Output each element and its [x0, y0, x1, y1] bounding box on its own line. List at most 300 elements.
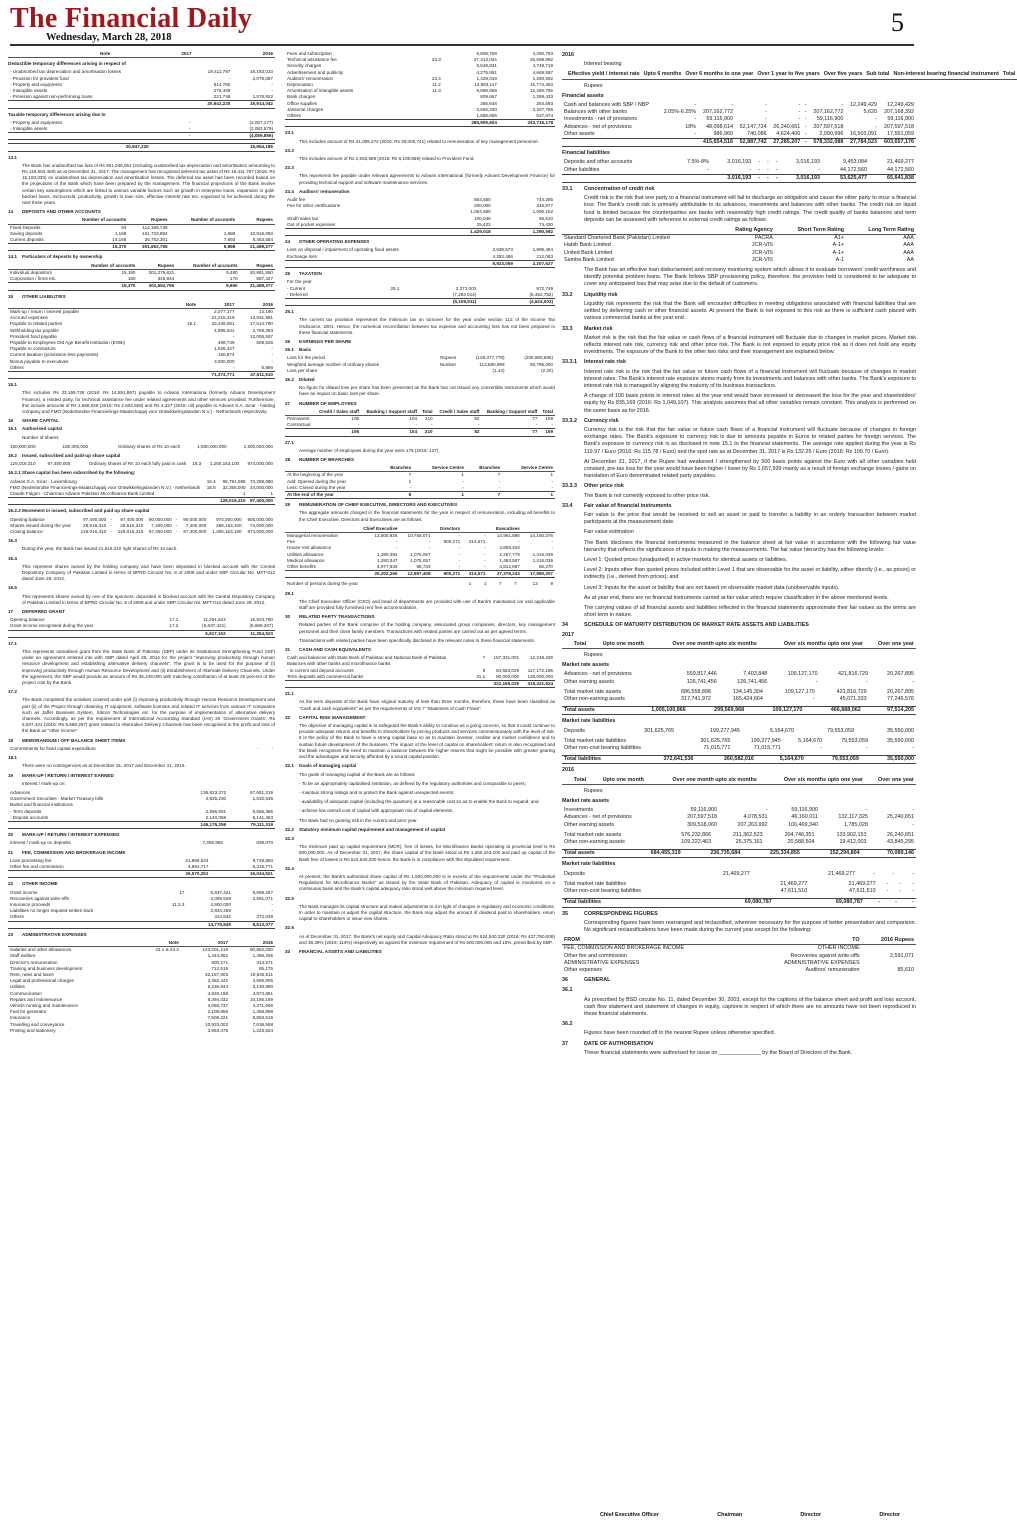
table-header-cell: FROM	[562, 937, 745, 945]
note-number: 16.3	[8, 538, 17, 544]
table-cell: Payable to related parties	[10, 321, 63, 327]
table-cell	[205, 491, 218, 498]
note-title-text: Statutory minimum capital requirement and management of capital	[299, 826, 446, 832]
table-unit: Rupees	[584, 652, 603, 659]
table-cell: -	[812, 696, 815, 703]
table-cell: Rent, rates and taxes	[10, 971, 54, 977]
table-unit: Rupees	[584, 787, 603, 794]
table-cell: 77	[481, 429, 539, 436]
table-cell: 12,280,755	[530, 88, 553, 94]
table-cell: 4,808,403	[499, 545, 520, 551]
table-cell: Depreciation	[287, 82, 313, 88]
note-number: 33.3	[562, 325, 573, 332]
table-cell: Staff welfare	[10, 953, 36, 959]
table-cell: Recoveries against write-offs	[10, 895, 69, 901]
table-cell: -	[551, 539, 553, 545]
table-cell: 65,641,838	[869, 174, 916, 182]
table-cell: 559,817,446	[686, 671, 717, 678]
table-total-row	[8, 144, 275, 151]
table-cell: 20,267,895	[887, 671, 914, 678]
table-cell: 317,741,972	[680, 696, 711, 703]
note-title-text: Diluted	[299, 376, 315, 382]
signature-block	[600, 1512, 900, 1518]
note-title-text: DEPOSITS AND OTHER ACCOUNTS	[22, 209, 101, 215]
financial-table	[562, 849, 916, 858]
table-cell: 4,371,606	[252, 1003, 273, 1008]
table-row	[562, 696, 916, 703]
table-cell: Insurance	[10, 1015, 31, 1021]
note-heading	[8, 689, 275, 695]
table-cell: 17	[179, 889, 185, 895]
table-cell: ADMINISTRATIVE EXPENSES	[564, 959, 640, 966]
table-cell: - Deposit accounts	[10, 814, 49, 820]
table-header-cell: Non-interest bearing financial instrument	[893, 71, 999, 78]
note-number: 25.1	[285, 309, 294, 315]
note-block	[8, 470, 275, 505]
table-cell: 4,749,719	[532, 63, 553, 69]
table-cell: 16.3	[192, 461, 202, 467]
table-header-cell: Total	[567, 641, 588, 649]
table-cell: For the year	[287, 279, 312, 285]
table-cell: 67,651,219	[250, 789, 273, 795]
table-cell	[135, 1028, 181, 1034]
note-heading	[8, 755, 275, 761]
table-cell: 59,116,900	[706, 116, 733, 123]
table-row	[562, 131, 916, 139]
note-paragraph: Currency risk is the risk that the fair value or future cash flows of a financial instrument will fluctuate because of changes in foreign exchange rates. The Bank's exposure to currency risk is due to amounts payable in Euros to related parties for foreign services. The Bank's exposure to currency risk is as disclosed in note 15.1 to the financial statements. The average rate applied during the year is Rs 119.97 / Euro (2016: Rs 115.78 / Euro) and the spot rate as at December 31, 2017 is Rs 132.25 / Euro (2016: Rs 109.70 / Euro).	[584, 426, 916, 455]
table-row	[8, 461, 275, 467]
note-block	[8, 556, 275, 583]
table-row	[562, 116, 916, 123]
note-heading	[8, 294, 275, 300]
financial-table	[8, 479, 275, 506]
table-cell: 161,733,894	[142, 230, 168, 236]
table-cell: 16.4	[206, 478, 216, 484]
table-cell: 90,000,000	[148, 516, 172, 522]
table-cell: Total market rate assets	[564, 688, 622, 695]
table-cell: 47,611,510	[849, 888, 876, 895]
table-cell: 3,016,193	[711, 174, 753, 182]
table-cell: 16,923,790	[250, 617, 273, 623]
table-cell: Other non-earning assets	[564, 696, 625, 703]
note-heading	[285, 347, 555, 353]
table-header-cell: Upto one month	[588, 641, 646, 649]
section-label: Deductible temporary differences arising in respect of	[8, 61, 126, 67]
table-cell: -	[551, 484, 553, 490]
table-cell: Fuel for generator	[10, 1009, 47, 1015]
table-cell: 207,597,518	[884, 123, 914, 130]
table-cell: 84,653,029	[496, 667, 520, 673]
table-cell: Auditors' remuneration	[287, 75, 334, 81]
table-total-row	[562, 899, 916, 907]
note-paragraph: This represents unrealised grant from the State Bank of Pakistan (SBP) under its Institutional Strengthening Fund (ISF) under an agreement entered into with SBP dated April 28, 2014 for the project "improving productivity through human resource development and establishing alternative delivery channels". The grant is to be used for the purpose of (i) improving productivity through Human Resource Development and (ii) Establishment of Alternate Delivery Channels. Under the agreement, the SBP would provide an amount of Rs 35,249,000 with matching contribution of at least 25 percent of the project cost by the Bank.	[22, 649, 275, 686]
table-cell: 109,127,170	[787, 671, 818, 678]
note-title-text: FEE, COMMISSION AND BROKERAGE INCOME	[22, 849, 126, 855]
note-paragraph: The Bank manages its capital structure and makes adjustments to it in light of changes in regulatory and economic conditions. In order to maintain or adjust the capital structure, the Bank may adjust the amount of dividend paid to shareholders, return capital to shareholders or issue new shares.	[299, 903, 555, 922]
table-cell: -	[749, 166, 752, 173]
table-cell: 603,657,176	[879, 139, 916, 147]
table-cell: 744,285	[536, 197, 553, 203]
table-cell: 170	[229, 276, 238, 282]
table-cell: 2,267,779	[499, 551, 520, 557]
note-paragraph: Credit risk is the risk that one party to a financial instrument will fail to discharge an obligation and cause the other party to incur a financial loss. The Bank's credit risk is primarily attributable to its advances, investments and balances with other banks. The credit risk on liquid fund is limited because the counterparties are banks with reasonably high credit ratings. The credit quality of banks balances and term deposits can be assessed with reference to external credit ratings as follows:	[584, 195, 916, 223]
note-heading	[8, 209, 275, 215]
financial-table	[8, 890, 275, 929]
table-header-cell: Total	[539, 409, 555, 416]
table-cell: (5,109,911)	[401, 298, 478, 305]
table-cell: 986,960	[713, 130, 733, 137]
note-paragraph: The Bank had no gearing risk in the current and prior year.	[299, 817, 418, 823]
table-row	[285, 113, 555, 120]
note-number: 33.3.3	[562, 483, 577, 490]
table-total-row	[562, 174, 916, 182]
table-cell: 93,795,000	[530, 361, 553, 367]
table-cell: Other liabilities	[564, 166, 600, 173]
note-number: 33.3.1	[562, 359, 577, 366]
note-number: 17	[8, 609, 14, 615]
table-cell: Rupees	[440, 355, 457, 361]
table-cell: 79,553,059	[841, 737, 869, 744]
table-cell: Technical assistance fee	[287, 57, 337, 63]
table-header-cell: Number of accounts	[61, 217, 129, 224]
table-cell: Training and business development	[10, 965, 83, 971]
table-cell: 47,611,510	[780, 888, 808, 895]
table-total-row	[285, 571, 555, 578]
table-row	[562, 235, 916, 243]
note-paragraph: The Bank has unabsorbed tax loss of Rs 661,046,061 (including unabsorbed tax depreciation and amortisation amounting to Rs 119,604,469) as at December 31, 2017. The management has recognised deferred tax asset of Rs 19,411,797 (2016: Rs 15,183,033) on unabsorbed tax depreciation and amortisation losses. The deferred tax asset has been recorded based on the projections of the Bank which have been prepared by the management. The financial projections of the Bank involve certain key assumptions which are linked to various variable factors such as growth in enterprise loans, expansion in gold-backed loans, microcredit, productivity, growth in loan size, effective interest rate etc. expected to be achieved during the next three years.	[22, 162, 275, 206]
note-number: 20	[8, 832, 14, 838]
table-cell: Others	[10, 914, 24, 920]
table-cell: -	[694, 116, 697, 123]
table-cell: -	[458, 551, 461, 557]
table-cell: 11.3	[432, 88, 441, 94]
table-cell	[8, 244, 61, 251]
table-cell: 71,015,771	[703, 745, 731, 752]
note-paragraph: The objective of managing capital is to safeguard the Bank's ability to continue as a going concern, so that it could continue to provide adequate returns and benefits to shareholders by pricing products and services commensurately with the level of risk. It is the policy of the Bank to have a strong capital base so as to maintain investor, creditor and market confidence and to sustain future development of the business. The impact of the level of capital on shareholders' return is also recognised and the Bank recognises the need to maintain a balance between the higher returns that might be possible with greater gearing and the advantages and security afforded by a sound capital position.	[299, 723, 555, 760]
table-cell: Other benefits	[287, 564, 316, 570]
table-cell: 1,358,898	[252, 1009, 273, 1015]
table-cell: 23.1 & 23.2	[155, 947, 179, 953]
note-title-text: CASH AND CASH EQUIVALENTS	[299, 647, 371, 653]
note-heading	[562, 326, 916, 333]
table-row	[8, 746, 275, 752]
table-cell	[285, 429, 314, 436]
table-cell: 6,923,059	[475, 260, 515, 267]
table-header-row	[8, 217, 275, 224]
note-number: 25	[285, 271, 291, 277]
table-header-cell: Over six months upto one year	[759, 777, 865, 785]
table-cell: 7,400,000	[185, 522, 207, 528]
note-number: 13.1	[8, 154, 17, 160]
table-cell: Bank charges	[287, 94, 316, 100]
table-cell: (2.20)	[540, 367, 553, 373]
table-cell: - Unabsorbed tax depreciation and amortisation losses	[10, 69, 122, 75]
table-cell: 578,332,088	[809, 139, 846, 147]
note-heading	[285, 866, 555, 872]
table-cell: 20,588,504	[787, 839, 815, 846]
table-cell: -	[357, 422, 360, 428]
table-row	[562, 881, 916, 888]
table-cell: 109,222,463	[681, 839, 712, 846]
table-cell: 686,558,898	[680, 688, 711, 695]
table-total-row	[562, 756, 916, 764]
table-row	[8, 815, 275, 822]
table-cell: -	[804, 102, 807, 109]
table-cell: Advances - net of provisions	[564, 814, 632, 821]
table-row	[562, 109, 916, 116]
table-cell: Cash and balances with State Bank of Pakistan and National Bank of Pakistan	[287, 655, 447, 661]
table-cell: Others	[287, 113, 301, 119]
table-cell: 4,900,000	[210, 901, 231, 907]
table-cell: 86,270	[538, 564, 553, 570]
table-cell: 9	[550, 581, 553, 587]
section-label: Market rate liabilities	[562, 861, 616, 868]
table-cell: -	[694, 102, 697, 109]
table-cell: 1	[468, 581, 472, 587]
note-paragraph: Fair value is the price that would be received to sell an asset or paid to transfer a liability in an orderly transaction between market participants at the measurement date.	[584, 511, 916, 526]
table-header-cell: Over one year	[865, 777, 916, 785]
note-block	[285, 502, 555, 587]
table-cell: 10,933,002	[205, 1021, 229, 1027]
table-cell: 25,752,301	[144, 237, 168, 243]
table-cell: 35,550,000	[887, 727, 914, 734]
table-cell: 7,400,000	[151, 522, 172, 528]
table-cell	[8, 821, 177, 828]
table-cell: 684,455,319	[623, 850, 683, 858]
table-row	[562, 167, 916, 175]
table-cell: -	[551, 422, 553, 428]
table-cell: 85,175	[258, 965, 273, 971]
table-row	[285, 581, 555, 587]
table-cell: -	[232, 364, 235, 370]
note-number: 29	[285, 502, 291, 508]
table-cell: -	[886, 880, 889, 887]
table-cell: 5,886	[261, 364, 273, 370]
table-cell: 17,514,790	[250, 321, 273, 327]
table-cell: -	[483, 545, 486, 551]
table-header-cell: Number of accounts	[170, 217, 238, 224]
note-title-text: Fair value of financial instruments	[584, 502, 672, 509]
table-cell: Current taxation (provisions less payments)	[10, 352, 99, 358]
table-total-row	[8, 244, 275, 251]
note-paragraph: Market risk is the risk that the fair value or cash flows of a financial instrument will fluctuate due to changes in market prices. Market risk reflects interest rate risk, currency risk and other price risk. The Bank is not exposed to equity price risk as it does not hold any equity investments. The exposure of the Bank to the other two risks and their management are explained below:	[584, 334, 916, 356]
table-cell: (2,057,177)	[249, 119, 273, 125]
table-cell: 2,090,996	[819, 130, 844, 137]
table-cell: -	[912, 807, 914, 814]
note-block	[8, 755, 275, 769]
note-number: 26.1	[285, 347, 294, 353]
table-cell	[158, 630, 180, 637]
financial-table	[285, 197, 555, 236]
note-title-text: Concentration of credit risk	[584, 186, 655, 193]
note-heading	[8, 832, 275, 838]
table-cell: 73,289,890	[250, 478, 273, 484]
note-title-text: Interest rate risk	[584, 359, 626, 366]
table-cell: 2,555,330	[476, 106, 497, 112]
note-block	[562, 359, 916, 414]
financial-table	[285, 279, 555, 306]
note-title-text: RELATED PARTY TRANSACTIONS	[299, 614, 375, 620]
table-cell	[285, 298, 365, 305]
note-number: 32.4	[285, 865, 294, 871]
table-cell	[158, 921, 186, 928]
table-header-cell: Over 6 months to one year	[685, 71, 754, 78]
table-cell: 93	[121, 224, 127, 230]
note-heading	[562, 483, 916, 490]
table-cell: Total assets	[562, 707, 622, 715]
financial-table	[8, 444, 275, 450]
table-cell: Opening balance	[10, 516, 45, 522]
table-cell: 8,394,432	[207, 996, 229, 1002]
note-block	[285, 189, 555, 236]
table-cell: -	[176, 522, 178, 528]
table-cell	[8, 101, 190, 108]
table-header-cell: Long Term Rating	[846, 227, 916, 235]
financial-table	[8, 143, 275, 151]
table-cell: Total market rate liabilities	[564, 880, 627, 887]
table-cell: 5,164,670	[756, 756, 806, 764]
table-cell: Communication	[10, 990, 42, 996]
note-title-text: MARK-UP / RETURN / INTEREST EXPENSED	[22, 832, 120, 838]
table-cell: -	[271, 358, 273, 364]
table-year: 2017	[562, 631, 574, 638]
table-cell: 284,593	[536, 100, 553, 106]
table-cell: 126,016,310	[80, 529, 107, 534]
table-cell: 82	[435, 429, 482, 436]
note-number: 32.1	[285, 763, 294, 769]
table-row	[8, 623, 275, 630]
table-cell: 19,948,511	[250, 971, 273, 977]
table-cell: 21,469,277	[827, 870, 855, 877]
note-block	[285, 457, 555, 499]
financial-table	[285, 409, 555, 437]
table-cell: Claude Falgon - Chairman Advans Pakistan Microfinance Bank Limited	[10, 490, 155, 496]
note-heading	[285, 189, 555, 195]
table-total-row	[562, 850, 916, 858]
note-number: 14	[8, 209, 14, 215]
table-cell: -	[176, 516, 178, 522]
table-total-row	[8, 871, 275, 878]
table-cell: 17,551,059	[887, 130, 914, 137]
table-cell: Balances with other banks and microfinance banks	[287, 661, 391, 667]
financial-table	[8, 217, 275, 251]
note-block	[8, 609, 275, 638]
bullet-item: - To be an appropriately capitalised institution, as defined by the regulatory authorities and comparable to peers;	[299, 780, 526, 786]
table-cell: 32,157,803	[205, 971, 229, 977]
note-number: 32.5	[285, 895, 294, 901]
table-cell: 25,240,651	[887, 814, 914, 821]
note-title-text: CORRESPONDING FIGURES	[584, 910, 658, 917]
table-cell: Other fee and commission	[10, 863, 64, 869]
table-row	[562, 679, 916, 686]
table-cell: 43,845,295	[887, 839, 914, 846]
table-cell: -	[912, 821, 914, 828]
table-cell: 10,758,071	[407, 533, 431, 538]
table-cell: 19,914,042	[232, 101, 275, 108]
table-cell: (5,669,267)	[249, 623, 273, 629]
table-cell: Accrued expenses	[10, 315, 48, 321]
note-title-text: Auditors' remuneration	[299, 188, 350, 194]
column-left	[8, 50, 275, 1037]
note-heading	[562, 1041, 916, 1048]
note-number: 23.1	[285, 130, 294, 136]
table-cell: 2,108,859	[207, 1009, 229, 1015]
table-cell: -	[271, 901, 273, 907]
table-cell: Standard Chartered Bank (Pakistan) Limited	[564, 235, 670, 242]
note-number: 31	[285, 647, 291, 653]
table-cell: 2,596,591	[205, 808, 227, 814]
note-number: 16.4	[8, 555, 17, 561]
column-right	[562, 50, 1016, 1060]
table-row	[562, 822, 916, 829]
financial-table	[285, 355, 555, 374]
table-cell: Others	[10, 364, 24, 370]
table-cell: Total market rate assets	[564, 831, 622, 838]
table-cell: JCR-VIS	[751, 242, 773, 249]
note-paragraph: The Chief Executive Officer (CEO) and head of departments are provided with use of Bank's maintained car and applicable staff are provided fully furnished rent free accommodation.	[299, 598, 555, 611]
table-cell: 27,413,034	[473, 57, 497, 63]
note-paragraph: Interest rate risk is the risk that the fair value or future cash flows of a financial instrument will fluctuate because of changes in market interest rates. The Bank's interest rate exposure stems mainly from its investments and balances with other banks. The Bank's exposure to interest rate risk is managed by aligning the maturity of its business transactions.	[584, 368, 916, 389]
table-cell: 126,741,456	[686, 678, 717, 685]
table-cell: 70,089,146	[862, 850, 916, 858]
table-cell: 16.5	[206, 484, 216, 490]
table-cell: -	[228, 75, 231, 81]
table-cell: 4,973,851	[252, 990, 273, 996]
note-number: 17.1	[8, 640, 17, 646]
note-block	[285, 271, 555, 306]
table-cell: Other non-cost bearing liabilities	[564, 745, 642, 752]
table-row	[8, 947, 275, 954]
table-cell: 14,775,849	[186, 921, 232, 928]
table-row	[285, 222, 555, 229]
table-cell: 2,140,059	[205, 814, 227, 820]
note-paragraph: There were no contingencies as at December 31, 2017 and December 31, 2016.	[22, 763, 186, 769]
table-cell: Loss on disposal / impairment of operating fixed assets	[287, 247, 399, 253]
table-header-cell: Short Term Rating	[775, 227, 846, 235]
table-cell: 1,416,036	[532, 551, 553, 557]
table-cell: 285,905,604	[443, 120, 499, 127]
table-cell: 136,823,373	[200, 789, 227, 795]
note-title-text: SCHEDULE OF MATURITY DISTRIBUTION OF MARKET RATE ASSETS AND LIABILITIES	[584, 622, 809, 629]
table-cell: 4,077,633	[377, 564, 398, 570]
table-cell: 1,280,384	[377, 551, 398, 557]
note-heading	[562, 622, 916, 629]
table-total-row	[285, 260, 555, 267]
note-title-text: MARK-UP / RETURN / INTEREST EARNED	[22, 772, 114, 778]
table-cell: 3,016,193	[780, 174, 822, 182]
table-row	[562, 945, 916, 953]
note-block	[562, 326, 916, 357]
table-cell: 1,429,018	[430, 229, 492, 236]
table-cell: -	[232, 333, 235, 339]
note-heading	[285, 339, 555, 345]
table-cell: -	[804, 109, 807, 116]
table-cell: (4,524,003)	[478, 298, 555, 305]
note-number: 30	[285, 614, 291, 620]
table-cell: 9,650	[176, 283, 239, 290]
note-number: 33.3.2	[562, 417, 577, 424]
table-cell: 13,831,981	[250, 315, 273, 321]
table-cell: 24,215,319	[211, 315, 235, 321]
table-cell: 13,600,926	[374, 533, 398, 538]
note-number: 36.1	[562, 987, 573, 994]
table-cell: -	[866, 807, 868, 814]
note-paragraph: The Bank is not currently exposed to other price risk.	[584, 492, 710, 499]
table-cell: 372,641,536	[635, 756, 695, 764]
table-cell: -	[882, 899, 899, 907]
table-cell: 97,400,000	[47, 461, 71, 467]
table-cell: 15,190	[121, 269, 136, 275]
